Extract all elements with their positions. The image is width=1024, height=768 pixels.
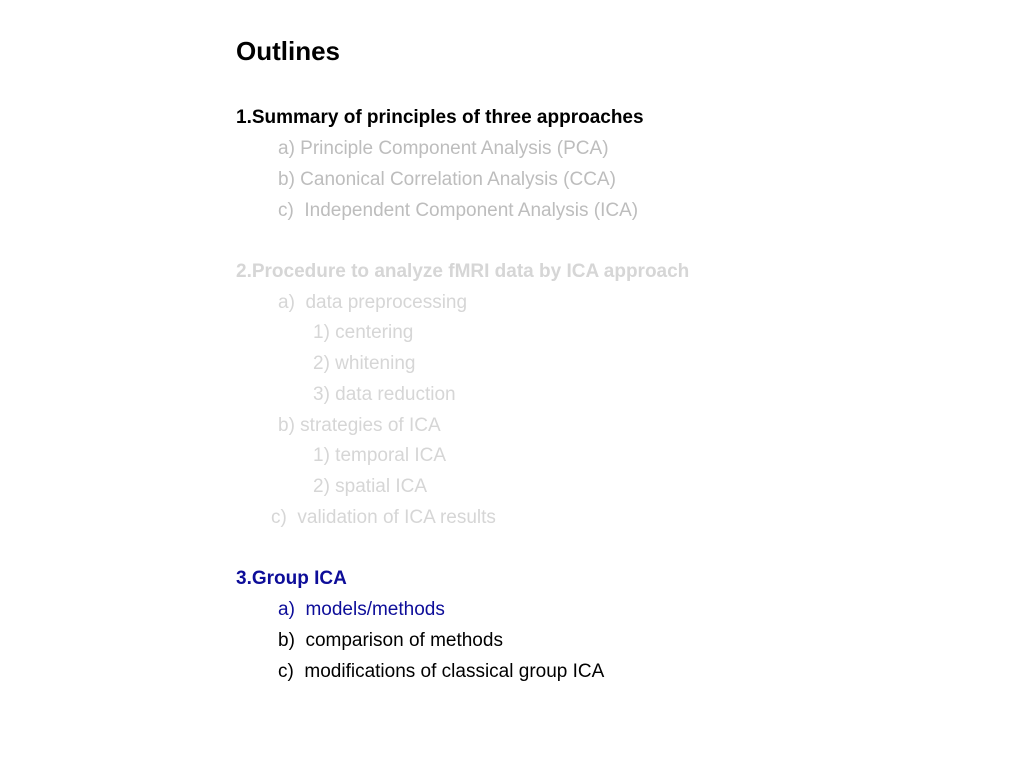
section2-subitem-temporal: 1) temporal ICA xyxy=(313,445,447,466)
section2-item-strategies: b) strategies of ICA xyxy=(278,415,441,436)
section2-item-preprocessing: a) data preprocessing xyxy=(278,292,468,313)
section3-item-modifications: c) modifications of classical group ICA xyxy=(278,661,605,682)
section2-subitem-spatial: 2) spatial ICA xyxy=(313,476,428,497)
section3-item-models: a) models/methods xyxy=(278,599,445,620)
section2-subitem-reduction: 3) data reduction xyxy=(313,384,456,405)
section2-item-validation: c) validation of ICA results xyxy=(271,507,496,528)
section1-item-cca: b) Canonical Correlation Analysis (CCA) xyxy=(278,169,616,190)
section1-item-pca: a) Principle Component Analysis (PCA) xyxy=(278,138,609,159)
section3-heading: 3.Group ICA xyxy=(236,568,347,589)
section2-heading: 2.Procedure to analyze fMRI data by ICA approach xyxy=(236,261,690,282)
section1-item-ica: c) Independent Component Analysis (ICA) xyxy=(278,200,639,221)
slide-title: Outlines xyxy=(236,36,341,66)
section1-heading: 1.Summary of principles of three approaches xyxy=(236,107,644,128)
section2-subitem-centering: 1) centering xyxy=(313,322,414,343)
section2-subitem-whitening: 2) whitening xyxy=(313,353,416,374)
section3-item-comparison: b) comparison of methods xyxy=(278,630,503,651)
